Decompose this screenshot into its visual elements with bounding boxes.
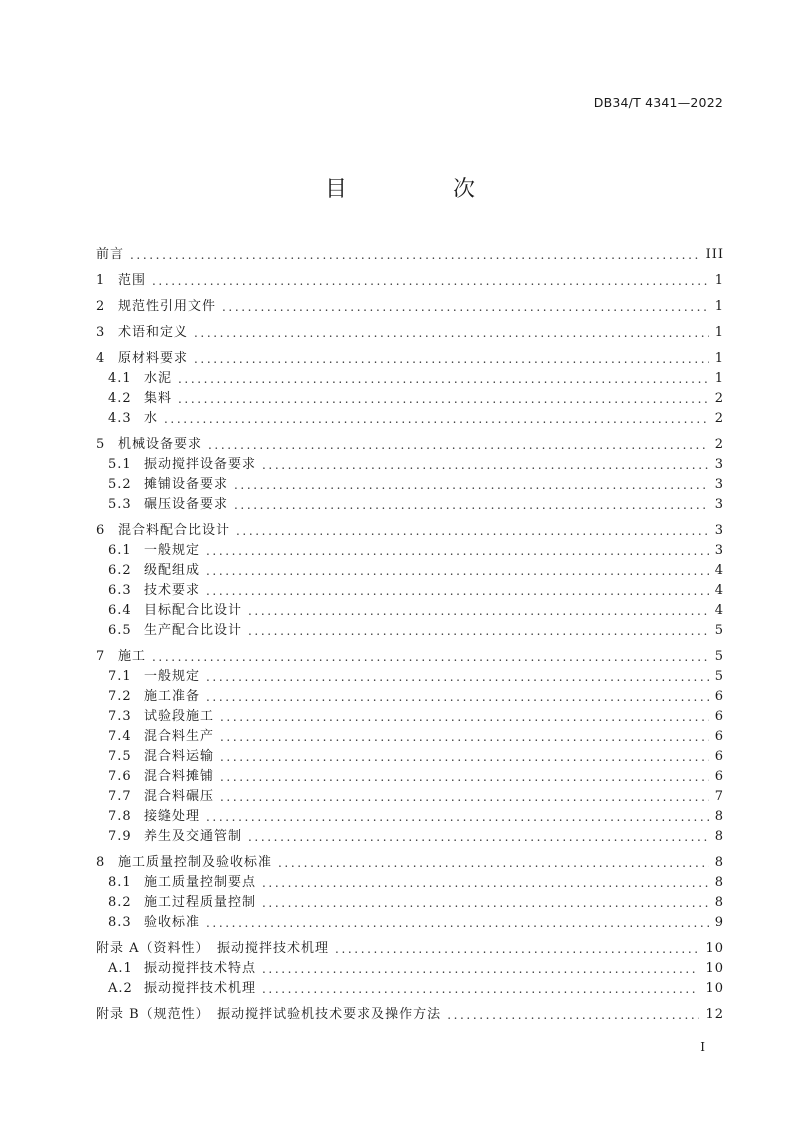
toc-entry-number: 8.2 [108, 895, 132, 910]
toc-entry-label: 施工过程质量控制 [144, 895, 257, 910]
toc-entry[interactable] [96, 804, 724, 824]
toc-entry[interactable] [96, 242, 724, 262]
toc-entry-label: 附录 A（资料性） 振动搅拌技术机理 [96, 941, 330, 956]
toc-entry-page: 2 [714, 391, 724, 406]
dot-leader [206, 564, 709, 578]
dot-leader [220, 730, 709, 744]
dot-leader [130, 248, 700, 262]
toc-entry[interactable] [96, 492, 724, 512]
toc-entry-label: 集料 [144, 391, 173, 406]
toc-entry-page: 5 [714, 623, 724, 638]
toc-entry-number: 6.5 [108, 623, 132, 638]
toc-entry-number: 7.1 [108, 669, 132, 684]
dot-leader [206, 810, 709, 824]
toc-entry-number: A.1 [108, 961, 133, 976]
toc-entry-page: 1 [714, 325, 724, 340]
toc-entry-label: 前言 [96, 247, 125, 262]
toc-entry-page: 1 [714, 351, 724, 366]
toc-entry[interactable] [96, 386, 724, 406]
toc-entry-label: 养生及交通管制 [144, 829, 243, 844]
toc-entry-label: 水泥 [144, 371, 173, 386]
toc-entry[interactable] [96, 598, 724, 618]
toc-entry-label: 一般规定 [144, 669, 201, 684]
toc-entry-number: 7 [96, 649, 106, 664]
toc-entry-page: 1 [714, 299, 724, 314]
toc-entry[interactable] [96, 538, 724, 558]
dot-leader [152, 274, 709, 288]
dot-leader [220, 770, 709, 784]
document-code: DB34/T 4341—2022 [593, 95, 723, 110]
toc-entry-label: 混合料运输 [144, 749, 215, 764]
toc-entry-page: 3 [714, 523, 724, 538]
toc-entry[interactable] [96, 890, 724, 910]
toc-entry[interactable] [96, 366, 724, 386]
toc-entry-page: 6 [714, 749, 724, 764]
dot-leader [236, 524, 709, 538]
toc-entry[interactable] [96, 618, 724, 638]
toc-entry-label: 范围 [118, 273, 147, 288]
toc-entry[interactable] [96, 724, 724, 744]
dot-leader [262, 876, 709, 890]
toc-entry-page: 8 [714, 855, 724, 870]
toc-entry[interactable] [96, 518, 724, 538]
toc-entry-label: 水 [144, 411, 159, 426]
dot-leader [234, 498, 709, 512]
dot-leader [208, 438, 709, 452]
toc-entry-number: 8.1 [108, 875, 132, 890]
toc-entry[interactable] [96, 870, 724, 890]
toc-entry-page: 1 [714, 371, 724, 386]
toc-entry-page: 2 [714, 437, 724, 452]
toc-entry-label: 摊铺设备要求 [144, 477, 229, 492]
toc-entry[interactable] [96, 784, 724, 804]
toc-entry[interactable] [96, 644, 724, 664]
toc-entry-number: 5 [96, 437, 106, 452]
toc-entry-label: 技术要求 [144, 583, 201, 598]
toc-entry[interactable] [96, 956, 724, 976]
toc-entry-page: 6 [714, 729, 724, 744]
toc-entry-page: 8 [714, 829, 724, 844]
toc-entry-label: 生产配合比设计 [144, 623, 243, 638]
toc-entry-label: 机械设备要求 [118, 437, 203, 452]
toc-entry[interactable] [96, 406, 724, 426]
toc-entry-number: A.2 [108, 981, 133, 996]
dot-leader [262, 962, 699, 976]
toc-entry-number: 4.3 [108, 411, 132, 426]
toc-entry[interactable] [96, 1002, 724, 1022]
toc-entry-label: 原材料要求 [118, 351, 189, 366]
toc-entry-number: 7.8 [108, 809, 132, 824]
toc-entry[interactable] [96, 346, 724, 366]
dot-leader [262, 458, 709, 472]
dot-leader [447, 1008, 699, 1022]
toc-entry-label: 混合料碾压 [144, 789, 215, 804]
toc-entry-label: 施工质量控制要点 [144, 875, 257, 890]
toc-entry-number: 6.3 [108, 583, 132, 598]
toc-entry-page: 10 [705, 961, 724, 976]
toc-entry-number: 4 [96, 351, 106, 366]
toc-entry-page: 6 [714, 769, 724, 784]
toc-entry-page: 2 [714, 411, 724, 426]
toc-entry-page: 10 [705, 941, 724, 956]
dot-leader [206, 544, 709, 558]
toc-entry-number: 5.1 [108, 457, 132, 472]
toc-entry[interactable] [96, 936, 724, 956]
dot-leader [220, 710, 709, 724]
toc-entry-label: 碾压设备要求 [144, 497, 229, 512]
toc-entry[interactable] [96, 684, 724, 704]
dot-leader [248, 624, 709, 638]
dot-leader [220, 790, 709, 804]
toc-entry-label: 施工准备 [144, 689, 201, 704]
toc-entry[interactable] [96, 578, 724, 598]
toc-entry-page: 7 [714, 789, 724, 804]
toc-entry-number: 8.3 [108, 915, 132, 930]
toc-entry-number: 6.2 [108, 563, 132, 578]
dot-leader [234, 478, 709, 492]
toc-entry-page: 8 [714, 809, 724, 824]
dot-leader [222, 300, 709, 314]
dot-leader [178, 392, 709, 406]
toc-entry-number: 7.4 [108, 729, 132, 744]
dot-leader [248, 604, 709, 618]
toc-entry-page: 3 [714, 477, 724, 492]
toc-entry-label: 混合料摊铺 [144, 769, 215, 784]
toc-entry-page: 3 [714, 497, 724, 512]
toc-entry[interactable] [96, 976, 724, 996]
toc-entry-page: 5 [714, 669, 724, 684]
toc-entry[interactable] [96, 432, 724, 452]
toc-entry-number: 1 [96, 273, 106, 288]
toc-entry-label: 接缝处理 [144, 809, 201, 824]
toc-entry-number: 6.1 [108, 543, 132, 558]
toc-entry-label: 试验段施工 [144, 709, 215, 724]
dot-leader [194, 352, 709, 366]
toc-entry-number: 7.2 [108, 689, 132, 704]
toc-entry-label: 目标配合比设计 [144, 603, 243, 618]
toc-entry-label: 混合料配合比设计 [118, 523, 231, 538]
dot-leader [262, 896, 709, 910]
toc-entry-number: 2 [96, 299, 106, 314]
toc-entry-label: 级配组成 [144, 563, 201, 578]
toc-entry[interactable] [96, 452, 724, 472]
dot-leader [152, 650, 709, 664]
toc-entry[interactable] [96, 664, 724, 684]
dot-leader [262, 982, 699, 996]
dot-leader [206, 916, 709, 930]
toc-entry-page: 4 [714, 603, 724, 618]
page-title: 目 次 [324, 177, 517, 202]
toc-entry[interactable] [96, 294, 724, 314]
toc-entry-number: 4.1 [108, 371, 132, 386]
toc-entry-page: 12 [705, 1007, 724, 1022]
toc-entry-page: 8 [714, 895, 724, 910]
toc-entry-page: 9 [714, 915, 724, 930]
dot-leader [194, 326, 709, 340]
toc-entry-number: 6 [96, 523, 106, 538]
toc-entry-label: 振动搅拌技术机理 [144, 981, 257, 996]
toc-entry[interactable] [96, 558, 724, 578]
page-number: I [700, 1040, 705, 1054]
toc-entry-label: 规范性引用文件 [118, 299, 217, 314]
toc-entry-label: 振动搅拌技术特点 [144, 961, 257, 976]
dot-leader [278, 856, 709, 870]
table-of-contents [96, 242, 724, 1022]
dot-leader [220, 750, 709, 764]
toc-entry[interactable] [96, 764, 724, 784]
toc-entry-number: 7.9 [108, 829, 132, 844]
toc-entry-number: 7.7 [108, 789, 132, 804]
toc-entry-page: 4 [714, 583, 724, 598]
toc-entry-page: III [705, 247, 724, 262]
toc-entry[interactable] [96, 268, 724, 288]
dot-leader [335, 942, 699, 956]
toc-entry-page: 5 [714, 649, 724, 664]
toc-entry-label: 术语和定义 [118, 325, 189, 340]
toc-entry[interactable] [96, 744, 724, 764]
toc-entry-number: 3 [96, 325, 106, 340]
toc-entry[interactable] [96, 320, 724, 340]
toc-entry-number: 7.6 [108, 769, 132, 784]
toc-entry-page: 3 [714, 457, 724, 472]
toc-entry-number: 7.3 [108, 709, 132, 724]
dot-leader [248, 830, 709, 844]
toc-entry-number: 7.5 [108, 749, 132, 764]
toc-entry-number: 5.2 [108, 477, 132, 492]
toc-entry-number: 6.4 [108, 603, 132, 618]
toc-entry-page: 3 [714, 543, 724, 558]
toc-entry-page: 10 [705, 981, 724, 996]
toc-entry-label: 振动搅拌设备要求 [144, 457, 257, 472]
toc-entry-page: 6 [714, 689, 724, 704]
toc-entry[interactable] [96, 850, 724, 870]
dot-leader [206, 670, 709, 684]
toc-entry-number: 8 [96, 855, 106, 870]
toc-entry[interactable] [96, 704, 724, 724]
toc-entry[interactable] [96, 910, 724, 930]
toc-entry-page: 8 [714, 875, 724, 890]
toc-entry-number: 4.2 [108, 391, 132, 406]
dot-leader [206, 584, 709, 598]
toc-entry[interactable] [96, 472, 724, 492]
toc-entry-label: 附录 B（规范性） 振动搅拌试验机技术要求及操作方法 [96, 1007, 442, 1022]
dot-leader [178, 372, 709, 386]
toc-entry-page: 1 [714, 273, 724, 288]
dot-leader [164, 412, 709, 426]
toc-entry-page: 4 [714, 563, 724, 578]
toc-entry-label: 混合料生产 [144, 729, 215, 744]
toc-entry-label: 施工 [118, 649, 147, 664]
toc-entry-page: 6 [714, 709, 724, 724]
toc-entry-label: 验收标准 [144, 915, 201, 930]
toc-entry-label: 一般规定 [144, 543, 201, 558]
toc-entry-label: 施工质量控制及验收标准 [118, 855, 273, 870]
toc-entry-number: 5.3 [108, 497, 132, 512]
dot-leader [206, 690, 709, 704]
toc-entry[interactable] [96, 824, 724, 844]
